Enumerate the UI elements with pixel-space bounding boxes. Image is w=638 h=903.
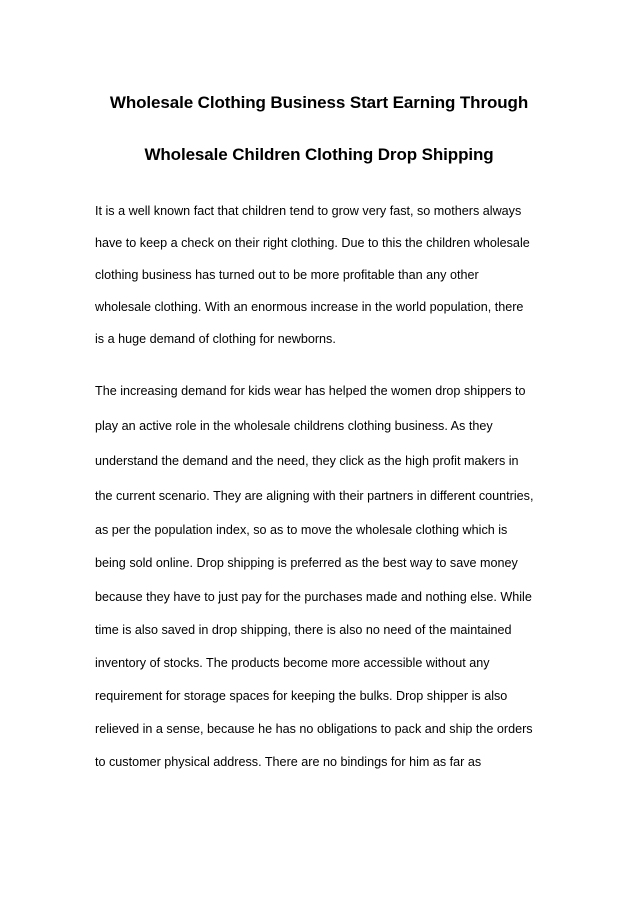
paragraph-line: have to keep a check on their right clothing. Due to this the children wholesale — [95, 236, 530, 250]
paragraph-line: relieved in a sense, because he has no obligations to pack and ship the orders — [95, 722, 533, 736]
paragraph-line: clothing business has turned out to be more profitable than any other — [95, 268, 479, 282]
paragraph-line: being sold online. Drop shipping is preferred as the best way to save money — [95, 556, 518, 570]
paragraph-line: because they have to just pay for the purchases made and nothing else. While — [95, 590, 532, 604]
paragraph-line: inventory of stocks. The products become more accessible without any — [95, 656, 490, 670]
document-title-line-1: Wholesale Clothing Business Start Earning Through — [109, 93, 529, 112]
paragraph-line: is a huge demand of clothing for newborns. — [95, 332, 336, 346]
paragraph-line: the current scenario. They are aligning with their partners in different countries, — [95, 489, 534, 503]
paragraph-line: as per the population index, so as to move the wholesale clothing which is — [95, 523, 508, 537]
paragraph-line: wholesale clothing. With an enormous increase in the world population, there — [95, 300, 524, 314]
paragraph-line: play an active role in the wholesale childrens clothing business. As they — [95, 419, 493, 433]
paragraph-line: The increasing demand for kids wear has helped the women drop shippers to — [95, 384, 526, 398]
paragraph-line: It is a well known fact that children tend to grow very fast, so mothers always — [95, 204, 522, 218]
paragraph-line: time is also saved in drop shipping, there is also no need of the maintained — [95, 623, 512, 637]
paragraph-line: to customer physical address. There are no bindings for him as far as — [95, 755, 482, 769]
document-title-line-2: Wholesale Children Clothing Drop Shipping — [144, 145, 494, 164]
paragraph-line: requirement for storage spaces for keeping the bulks. Drop shipper is also — [95, 689, 508, 703]
paragraph-line: understand the demand and the need, they click as the high profit makers in — [95, 454, 519, 468]
